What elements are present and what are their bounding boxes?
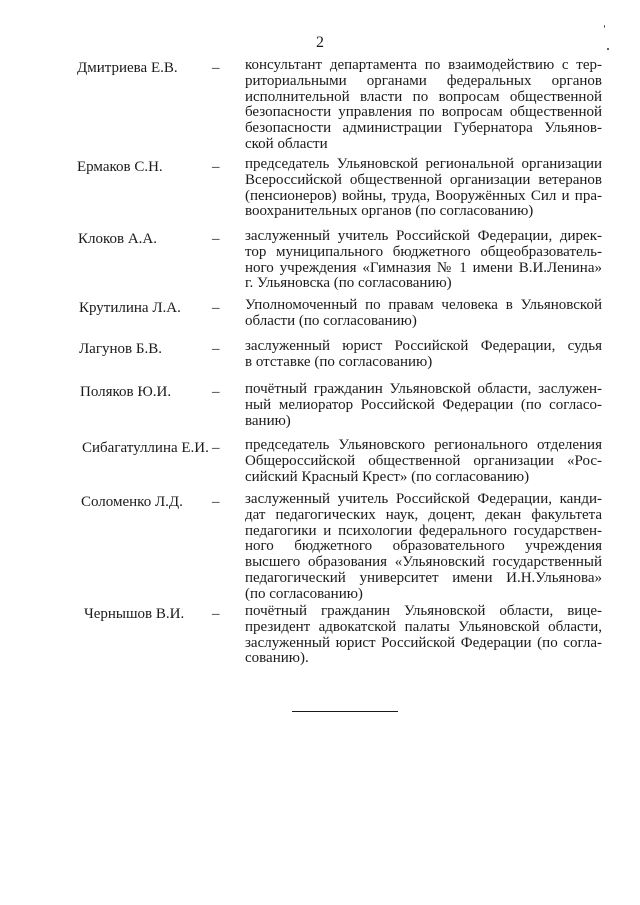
member-name: Ермаков С.Н. bbox=[77, 159, 163, 175]
description-line: дат педагогических наук, доцент, декан факультета bbox=[245, 506, 602, 523]
member-name: Клоков А.А. bbox=[78, 231, 158, 247]
description-line: заслуженный учитель Российской Федерации, дирек- bbox=[245, 228, 602, 244]
member-description bbox=[245, 604, 602, 667]
description-line: заслуженный учитель Российской Федерации, канди- bbox=[245, 491, 602, 507]
member-description bbox=[245, 298, 602, 330]
member-description bbox=[245, 58, 602, 153]
description-line: Всероссийской общественной организации ветеранов bbox=[245, 171, 602, 188]
member-description bbox=[245, 157, 602, 220]
entry-dash: – bbox=[212, 159, 220, 175]
description-line: педагогики и психологии федерального государствен- bbox=[245, 522, 602, 539]
description-line: Общероссийской общественной организации «Рос- bbox=[245, 452, 602, 469]
member-description bbox=[245, 339, 602, 371]
description-line: безопасности управления по вопросам общественной bbox=[245, 104, 602, 121]
description-line: области (по согласованию) bbox=[245, 312, 417, 329]
page-number: 2 bbox=[316, 34, 324, 51]
description-line: заслуженный юрист Российской Федерации (по согла- bbox=[245, 634, 602, 651]
description-line: ного бюджетного образовательного учреждения bbox=[245, 538, 602, 555]
member-name: Сибагатуллина Е.И. bbox=[82, 440, 209, 456]
description-line: заслуженный юрист Российской Федерации, судья bbox=[245, 338, 602, 354]
member-description bbox=[245, 438, 602, 485]
description-line: исполнительной власти по вопросам общественной bbox=[245, 88, 602, 105]
description-line: высшего образования «Ульяновский государственный bbox=[245, 554, 602, 571]
entry-dash: – bbox=[212, 341, 220, 357]
closing-separator-line bbox=[292, 711, 398, 712]
scan-speck bbox=[604, 25, 605, 28]
description-line: почётный гражданин Ульяновской области, вице- bbox=[245, 603, 602, 619]
description-line: ванию) bbox=[245, 412, 291, 429]
member-description bbox=[245, 492, 602, 603]
description-line: почётный гражданин Ульяновской области, заслужен- bbox=[245, 381, 602, 397]
entry-dash: – bbox=[212, 384, 220, 400]
entry-dash: – bbox=[212, 231, 220, 247]
description-line: Уполномоченный по правам человека в Ульяновской bbox=[245, 297, 602, 313]
scan-speck bbox=[607, 48, 609, 50]
description-line: сованию). bbox=[245, 650, 309, 667]
member-description bbox=[245, 229, 602, 292]
description-line: консультант департамента по взаимодействию с тер- bbox=[245, 57, 602, 73]
entry-dash: – bbox=[212, 606, 220, 622]
description-line: г. Ульяновска (по согласованию) bbox=[245, 275, 452, 292]
description-line: сийский Красный Крест» (по согласованию) bbox=[245, 468, 530, 485]
entry-dash: – bbox=[212, 60, 220, 76]
description-line: тор муниципального бюджетного общеобразователь- bbox=[245, 243, 602, 260]
description-line: безопасности администрации Губернатора Ульянов- bbox=[245, 120, 602, 137]
description-line: ного учреждения «Гимназия № 1 имени В.И.Ленина» bbox=[245, 259, 602, 276]
member-description bbox=[245, 382, 602, 429]
description-line: президент адвокатской палаты Ульяновской области, bbox=[245, 618, 602, 635]
entry-dash: – bbox=[212, 494, 220, 510]
description-line: в отставке (по согласованию) bbox=[245, 353, 433, 370]
description-line: педагогический университет имени И.Н.Ульянова» bbox=[245, 569, 602, 586]
entry-dash: – bbox=[212, 300, 220, 316]
description-line: (пенсионеров) войны, труда, Вооружённых Сил и пра- bbox=[245, 187, 602, 204]
description-line: (по согласованию) bbox=[245, 585, 363, 602]
entry-dash: – bbox=[212, 440, 220, 456]
member-name: Чернышов В.И. bbox=[84, 606, 185, 622]
description-line: председатель Ульяновской региональной организации bbox=[245, 156, 602, 172]
member-name: Дмитриева Е.В. bbox=[77, 60, 178, 76]
description-line: ный мелиоратор Российской Федерации (по согласо- bbox=[245, 396, 602, 413]
description-line: ской области bbox=[245, 135, 328, 152]
member-name: Поляков Ю.И. bbox=[80, 384, 172, 400]
description-line: воохранительных органов (по согласованию) bbox=[245, 203, 534, 220]
member-name: Крутилина Л.А. bbox=[79, 300, 181, 316]
member-name: Лагунов Б.В. bbox=[79, 341, 162, 357]
description-line: председатель Ульяновского регионального отделения bbox=[245, 437, 602, 453]
member-name: Соломенко Л.Д. bbox=[81, 494, 183, 510]
description-line: риториальными органами федеральных органов bbox=[245, 72, 602, 89]
